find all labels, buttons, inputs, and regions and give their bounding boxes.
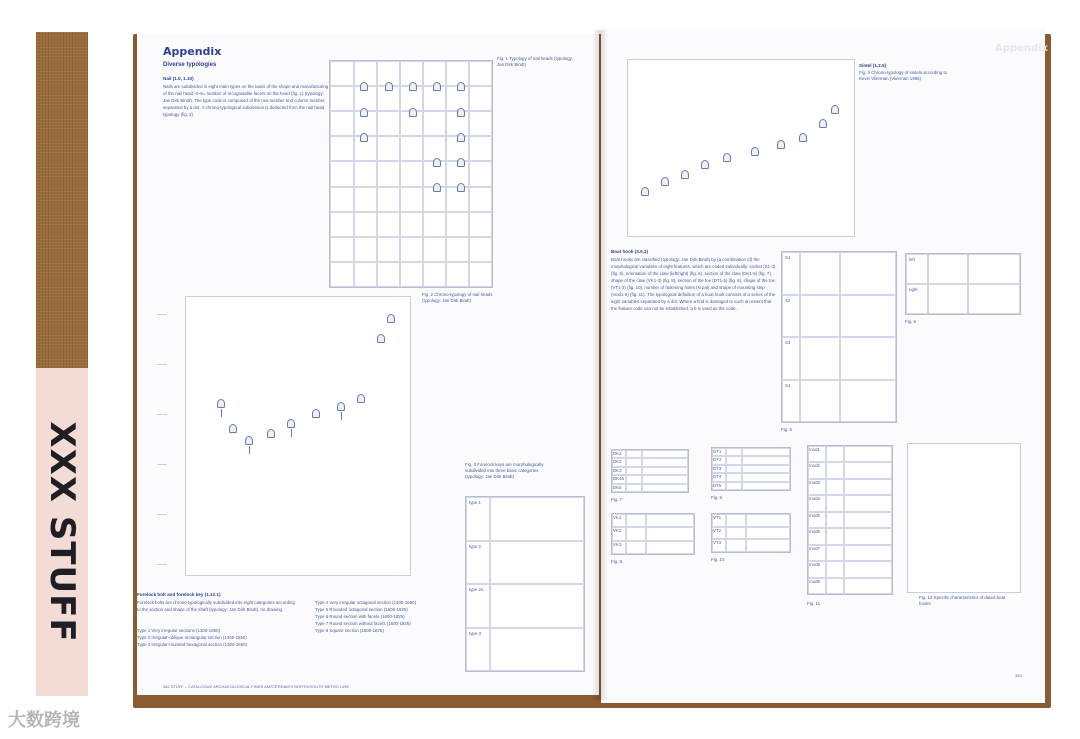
page-folio-right: 383	[1015, 673, 1022, 678]
sintel-icon	[799, 133, 807, 142]
fig11-row-label: mod3	[808, 479, 826, 495]
spine-title: XXX STUFF	[42, 421, 82, 643]
fig4-sintel-chart	[627, 59, 855, 237]
fig3-caption: Fig. 3 Forelock keys are morphologically subdivided into three basic categories (typology: Jan Dirk Bindt)	[465, 462, 544, 479]
fig10-label: Fig. 10	[711, 557, 725, 562]
fig2-caption: Fig. 2 Chrono-typology of nail heads (typology: Jan Dirk Bindt)	[422, 292, 493, 303]
fig7-row-label: DK5	[612, 484, 626, 492]
page-heading: Appendix	[163, 45, 222, 58]
fig11-row-label: mod2	[808, 462, 826, 478]
fig7-claw-section-table	[611, 449, 689, 493]
right-page	[601, 27, 1048, 703]
fig3-row-label: type 3	[466, 628, 490, 672]
fig9-label: Fig. 9	[711, 495, 722, 500]
nail-head-icon	[287, 419, 295, 428]
nail-head-icon	[229, 424, 237, 433]
left-page	[137, 34, 599, 695]
fig7-row-label: DK4a	[612, 475, 626, 483]
section-forelock-title: Forelock bolt and forelock key (1.12.1)	[137, 592, 221, 597]
fig5-row-label: S3	[782, 337, 800, 380]
fig6-row-label: right	[906, 284, 928, 314]
book-spine	[36, 32, 88, 696]
nail-head-icon	[360, 133, 368, 142]
axis-tick	[157, 314, 167, 315]
section-sintel-title: Sintel (1.3.5)	[859, 63, 887, 68]
page-subheading: Diverse typologies	[163, 62, 217, 68]
nail-head-icon	[217, 399, 225, 408]
sintel-icon	[641, 187, 649, 196]
nail-shaft	[221, 409, 222, 417]
fig10-row-label: VT2	[712, 527, 726, 540]
fig12-boat-hook-chart	[907, 443, 1021, 593]
fig3-row-label: type 1	[466, 497, 490, 541]
nail-head-icon	[457, 183, 465, 192]
fig5-row-label: S1	[782, 252, 800, 295]
fig1-nail-typology-table	[329, 60, 493, 288]
fig8-row-label: VK2	[612, 527, 626, 540]
forelock-type-line: Type 4 Very irregular octagonal section (1300-1650)	[315, 600, 417, 605]
nail-head-icon	[385, 82, 393, 91]
nail-head-icon	[387, 314, 395, 323]
fig6-row-label: left	[906, 254, 928, 284]
fig1-caption: Fig. 1 Typology of nail heads (typology: Jan Dirk Bindt)	[497, 56, 574, 67]
section-nail-text: Nails are subdivided in eight main types on the basis of the shape and manufacturing of the nail head. 0–5= number of recognisable facets on the head (fig. 1) (typology: Jan Dirk Bindt). The type code is composed of the row number and column number, separated by a dot. A chrono-typological subdivision is deducted from the nail head typology (fig. 2).	[163, 84, 329, 117]
sintel-icon	[831, 105, 839, 114]
fig8-label: Fig. 8	[611, 559, 622, 564]
section-boathook-title: Boat hook (3.5.3)	[611, 249, 649, 254]
fig7-row-label: DK2	[612, 458, 626, 466]
fig11-row-label: mod5	[808, 512, 826, 528]
fig5-label: Fig. 5	[781, 427, 792, 432]
axis-tick	[157, 464, 167, 465]
sintel-icon	[751, 147, 759, 156]
nail-head-icon	[433, 183, 441, 192]
forelock-type-line: Type 3 Irregular-rounded hexagonal section (1300-1650)	[137, 642, 248, 647]
fig5-row-label: S4	[782, 380, 800, 423]
fig11-row-label: mod1	[808, 446, 826, 462]
fig11-mounting-strip-table	[807, 445, 893, 595]
forelock-type-line: Type 1 Very irregular sections (1300-1650)	[137, 628, 220, 633]
fig11-row-label: mod7	[808, 545, 826, 561]
sintel-icon	[723, 153, 731, 162]
watermark-logo: 大数跨境	[8, 710, 80, 731]
fig11-row-label: mod4	[808, 495, 826, 511]
fig5-row-label: S2	[782, 295, 800, 338]
nail-head-icon	[409, 82, 417, 91]
fig8-claw-shape-table	[611, 513, 695, 555]
nail-head-icon	[457, 82, 465, 91]
fig11-row-label: mod6	[808, 528, 826, 544]
axis-tick	[157, 564, 167, 565]
ghost-heading: Appendix	[995, 43, 1048, 54]
section-nail-title: Nail (1.9, 1.10)	[163, 76, 194, 81]
fig5-socket-table	[781, 251, 897, 423]
nail-head-icon	[267, 429, 275, 438]
nail-shaft	[291, 429, 292, 437]
forelock-type-line: Type 6 Round section with facets (1600-1825)	[315, 614, 405, 619]
nail-head-icon	[360, 82, 368, 91]
fig7-row-label: DK1	[612, 450, 626, 458]
section-boathook-text: Boat hooks are classified (typology: Jan Dirk Bindt) by (a combination of) the morphological variables of eight features, which are coded individually: socket (S1-4) (fig. 5), orientation of the claw (left/right) (fig. 6), section of the claw (DK1-5) (fig. 7), shape of the claw (VK1-3) (fig. 8), section of the toe (DT1-5) (fig. 9), shape of the toe (VT1-3) (fig. 10), number of fastening holes (N pal) and shape of mounting strip (mod1-9) (fig. 11). The typological definition of a boat hook consists of a series of the eight variables separated by a dot. Where a find is damaged to such an extent that the feature code can not be established, a 0 is used as the code.	[611, 257, 776, 311]
nail-head-icon	[409, 108, 417, 117]
fig3-row-label: type 2	[466, 541, 490, 585]
fig10-row-label: VT3	[712, 539, 726, 552]
sintel-icon	[701, 160, 709, 169]
forelock-type-line: Type 8 Square section (1500-1875)	[315, 628, 384, 633]
forelock-type-line: Type 5 Rounded octagonal section (1500-1825)	[315, 607, 408, 612]
book-gutter-shadow	[592, 30, 608, 700]
nail-head-icon	[357, 394, 365, 403]
nail-head-icon	[377, 334, 385, 343]
forelock-type-line: Type 2 Irregular-oblique rectangular section (1300-1650)	[137, 635, 247, 640]
fig9-row-label: DT3	[712, 465, 726, 473]
page-folio-left: 382 STUFF – CATALOGUE ARCHAEOLOGICAL FINDS AMSTERDAM'S NORTH/SOUTH METRO LINE	[163, 684, 349, 689]
nail-head-icon	[245, 436, 253, 445]
fig7-label: Fig. 7	[611, 497, 622, 502]
nail-head-icon	[433, 158, 441, 167]
fig11-row-label: mod8	[808, 561, 826, 577]
fig10-toe-shape-table	[711, 513, 791, 553]
axis-tick	[157, 364, 167, 365]
nail-head-icon	[457, 133, 465, 142]
nail-head-icon	[312, 409, 320, 418]
fig10-row-label: VT1	[712, 514, 726, 527]
fig11-label: Fig. 11	[807, 601, 821, 606]
fig9-row-label: DT1	[712, 448, 726, 456]
fig8-row-label: VK3	[612, 541, 626, 554]
fig12-caption: Fig. 12 Specific characteristics of dated boat hooks	[919, 595, 1006, 606]
nail-shaft	[341, 412, 342, 420]
fig3-forelock-key-table	[465, 496, 585, 672]
fig6-label: Fig. 6	[905, 319, 916, 324]
forelock-type-line: Type 7 Round section without facets (1600-1825)	[315, 621, 411, 626]
nail-head-icon	[457, 158, 465, 167]
section-forelock-text: Forelock bolts are chrono-typologically subdivided into eight categories according to the section and shape of the shaft (typology: Jan Dirk Bindt), no drawing.	[137, 600, 295, 612]
nail-head-icon	[360, 108, 368, 117]
sintel-icon	[681, 170, 689, 179]
nail-shaft	[249, 446, 250, 454]
fig9-row-label: DT4	[712, 473, 726, 481]
fig9-row-label: DT2	[712, 456, 726, 464]
axis-tick	[157, 414, 167, 415]
sintel-icon	[777, 140, 785, 149]
sintel-icon	[661, 177, 669, 186]
nail-head-icon	[337, 402, 345, 411]
nail-head-icon	[457, 108, 465, 117]
fig6-orientation-table	[905, 253, 1021, 315]
fig9-toe-section-table	[711, 447, 791, 491]
fig8-row-label: VK1	[612, 514, 626, 527]
sintel-icon	[819, 119, 827, 128]
nail-head-icon	[433, 82, 441, 91]
fig11-row-label: mod9	[808, 578, 826, 594]
fig3-row-label: type 2a	[466, 584, 490, 628]
section-sintel-caption: Fig. 4 Chrono-typology of sintels according to Kevin Vlierman (Vlierman 1996)	[859, 70, 948, 81]
axis-tick	[157, 514, 167, 515]
fig9-row-label: DT5	[712, 482, 726, 490]
fig7-row-label: DK3	[612, 467, 626, 475]
